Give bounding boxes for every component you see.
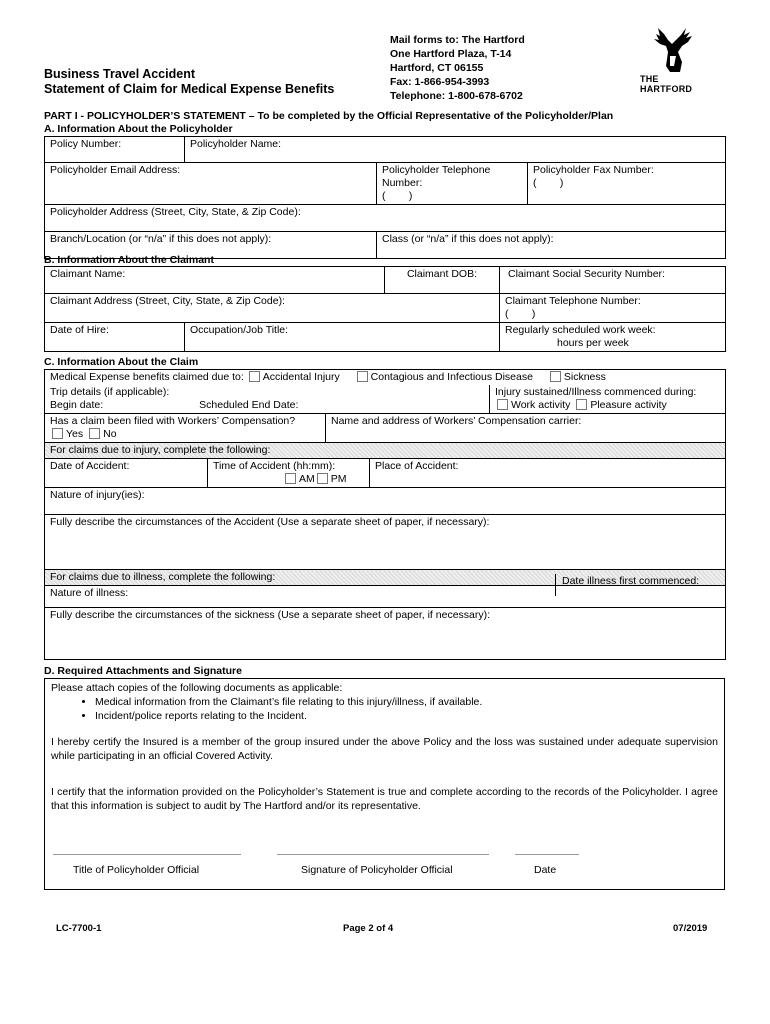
mailing-address [390, 33, 525, 103]
contagious-disease-checkbox[interactable] [357, 371, 368, 382]
accidental-injury-checkbox[interactable] [249, 371, 260, 382]
section-a-table [44, 136, 725, 259]
section-d-title: D. Required Attachments and Signature [44, 665, 242, 677]
claimant-telephone-label: Claimant Telephone Number: [505, 295, 641, 307]
policyholder-email-label: Policyholder Email Address: [50, 164, 181, 176]
title-signature-line[interactable] [53, 854, 241, 855]
claimant-ssn-field[interactable] [500, 267, 726, 294]
policyholder-name-label: Policyholder Name: [190, 138, 282, 150]
attachment-item-text: Medical information from the Claimant’s file relating to this injury/illness, if available. [95, 696, 483, 708]
form-title-line1: Business Travel Accident [44, 67, 195, 81]
official-signature-line[interactable] [277, 854, 489, 855]
mail-line: Hartford, CT 06155 [390, 62, 484, 74]
part1-heading: PART I - POLICYHOLDER’S STATEMENT – To be completed by the Official Representative of the Policyholder/Plan [44, 110, 614, 122]
claimant-telephone-paren: ( ) [505, 308, 536, 320]
mail-line: Telephone: 1-800-678-6702 [390, 90, 523, 102]
policyholder-address-label: Policyholder Address (Street, City, State, & Zip Code): [50, 206, 301, 218]
claimant-address-field[interactable] [45, 294, 500, 323]
section-b-title: B. Information About the Claimant [44, 254, 214, 266]
class-label: Class (or “n/a” if this does not apply): [382, 233, 554, 245]
logo-text-the: THE [640, 74, 659, 84]
claimant-name-label: Claimant Name: [50, 268, 126, 280]
claimant-address-label: Claimant Address (Street, City, State, & Zip Code): [50, 295, 285, 307]
illness-commenced-label: Date illness first commenced: [562, 575, 700, 587]
accidental-injury-label: Accidental Injury [262, 371, 340, 383]
time-of-accident-label: Time of Accident (hh:mm): [213, 460, 336, 472]
wc-yes-label: Yes [66, 428, 84, 440]
date-of-hire-field[interactable] [45, 323, 185, 352]
contagious-disease-label: Contagious and Infectious Disease [370, 371, 533, 383]
claimant-ssn-label: Claimant Social Security Number: [508, 268, 665, 280]
section-b-table [44, 266, 725, 352]
policy-number-field[interactable] [45, 137, 185, 163]
pm-label: PM [330, 473, 347, 485]
telephone-paren: ( ) [382, 190, 413, 202]
place-of-accident-field[interactable] [370, 459, 726, 488]
pleasure-activity-checkbox[interactable] [576, 399, 587, 410]
pleasure-activity-label: Pleasure activity [590, 399, 667, 411]
wc-filed-field [45, 414, 326, 443]
trip-details-label: Trip details (if applicable): [50, 386, 170, 398]
wc-filed-label: Has a claim been filed with Workers’ Compensation? [50, 415, 296, 427]
certification-statement-2: I certify that the information provided on the Policyholder’s Statement is true and complete according to the records of the Policyholder. I agree that this information is subject to audit by The Hartford and/or its representative. [51, 786, 718, 812]
am-label: AM [299, 473, 315, 485]
attachment-item-text: Incident/police reports relating to the Incident. [95, 710, 307, 722]
certification-statement-1: I hereby certify the Insured is a member of the group insured under the above Policy and the loss was sustained under adequate supervision while participating in an official Covered Activity. [51, 736, 718, 762]
policyholder-email-field[interactable] [45, 163, 335, 205]
hours-per-week-label: hours per week [557, 337, 629, 349]
place-of-accident-label: Place of Accident: [375, 460, 459, 472]
title-of-official-label: Title of Policyholder Official [73, 864, 200, 876]
describe-accident-label: Fully describe the circumstances of the Accident (Use a separate sheet of paper, if necessary): [50, 516, 490, 528]
page-number: Page 2 of 4 [343, 923, 394, 934]
wc-carrier-field[interactable] [326, 414, 726, 443]
mail-line: Mail forms to: The Hartford [390, 34, 525, 46]
section-c-title: C. Information About the Claim [44, 356, 199, 368]
wc-yes-checkbox[interactable] [52, 428, 63, 439]
mail-line: Fax: 1-866-954-3993 [390, 76, 490, 88]
sickness-label: Sickness [563, 371, 606, 383]
attachments-intro: Please attach copies of the following documents as applicable: [51, 682, 343, 694]
wc-carrier-label: Name and address of Workers’ Compensation carrier: [331, 415, 582, 427]
nature-of-injury-field[interactable] [45, 488, 726, 515]
section-a-title: A. Information About the Policyholder [44, 123, 233, 135]
stag-icon [650, 26, 694, 74]
trip-details-field[interactable] [45, 385, 490, 414]
class-field[interactable] [377, 232, 726, 259]
pm-checkbox[interactable] [317, 473, 328, 484]
attachment-item [95, 695, 718, 709]
claimant-telephone-field[interactable] [500, 294, 726, 323]
date-of-accident-label: Date of Accident: [50, 460, 130, 472]
policyholder-name-field[interactable] [185, 137, 726, 163]
policy-number-label: Policy Number: [50, 138, 122, 150]
am-checkbox[interactable] [285, 473, 296, 484]
nature-of-illness-label: Nature of illness: [50, 587, 129, 599]
form-title-line2: Statement of Claim for Medical Expense Benefits [44, 82, 335, 96]
time-of-accident-field[interactable] [208, 459, 370, 488]
date-of-accident-field[interactable] [45, 459, 208, 488]
form-id: LC-7700-1 [56, 923, 102, 934]
describe-accident-field[interactable] [45, 515, 726, 570]
describe-sickness-field[interactable] [45, 608, 726, 660]
date-signature-line[interactable] [515, 854, 579, 855]
end-date-label: Scheduled End Date: [199, 399, 299, 411]
policyholder-telephone-field[interactable] [377, 163, 528, 205]
policyholder-fax-field[interactable] [528, 163, 726, 205]
work-activity-label: Work activity [511, 399, 571, 411]
occupation-label: Occupation/Job Title: [190, 324, 289, 336]
fax-paren: ( ) [533, 177, 564, 189]
signature-of-official-label: Signature of Policyholder Official [301, 864, 453, 876]
hartford-logo [636, 26, 702, 94]
branch-location-label: Branch/Location (or “n/a” if this does not apply): [50, 233, 272, 245]
date-label: Date [534, 864, 557, 876]
injury-during-field [490, 385, 726, 414]
illness-section-heading: For claims due to illness, complete the following: [45, 570, 726, 586]
policyholder-telephone-label: Policyholder Telephone Number: [382, 164, 491, 189]
claimant-dob-field[interactable] [385, 267, 500, 294]
form-revision-date: 07/2019 [673, 923, 708, 934]
claimant-name-field[interactable] [45, 267, 385, 294]
illness-commenced-field[interactable] [555, 574, 725, 596]
work-week-label: Regularly scheduled work week: [505, 324, 656, 336]
attachment-item [95, 709, 718, 723]
injury-section-heading: For claims due to injury, complete the following: [45, 443, 726, 459]
work-activity-checkbox[interactable] [497, 399, 508, 410]
wc-no-label: No [103, 428, 117, 440]
work-week-field[interactable] [500, 323, 726, 352]
begin-date-label: Begin date: [50, 399, 104, 411]
occupation-field[interactable] [185, 323, 500, 352]
form-title [44, 67, 334, 97]
wc-no-checkbox[interactable] [89, 428, 100, 439]
injury-during-label: Injury sustained/Illness commenced during: [495, 386, 697, 398]
nature-of-injury-label: Nature of injury(ies): [50, 489, 145, 501]
claimant-dob-label: Claimant DOB: [406, 268, 477, 280]
benefits-due-to-label: Medical Expense benefits claimed due to: [50, 371, 244, 383]
logo-text-hartford: HARTFORD [640, 84, 693, 94]
section-d-box [44, 678, 725, 890]
sickness-checkbox[interactable] [550, 371, 561, 382]
mail-line: One Hartford Plaza, T-14 [390, 48, 512, 60]
date-of-hire-label: Date of Hire: [50, 324, 109, 336]
section-c-table [44, 369, 725, 660]
describe-sickness-label: Fully describe the circumstances of the sickness (Use a separate sheet of paper, if necessary): [50, 609, 491, 621]
benefits-due-to-row [45, 370, 726, 386]
policyholder-address-field[interactable] [45, 205, 726, 232]
policyholder-fax-label: Policyholder Fax Number: [533, 164, 654, 176]
